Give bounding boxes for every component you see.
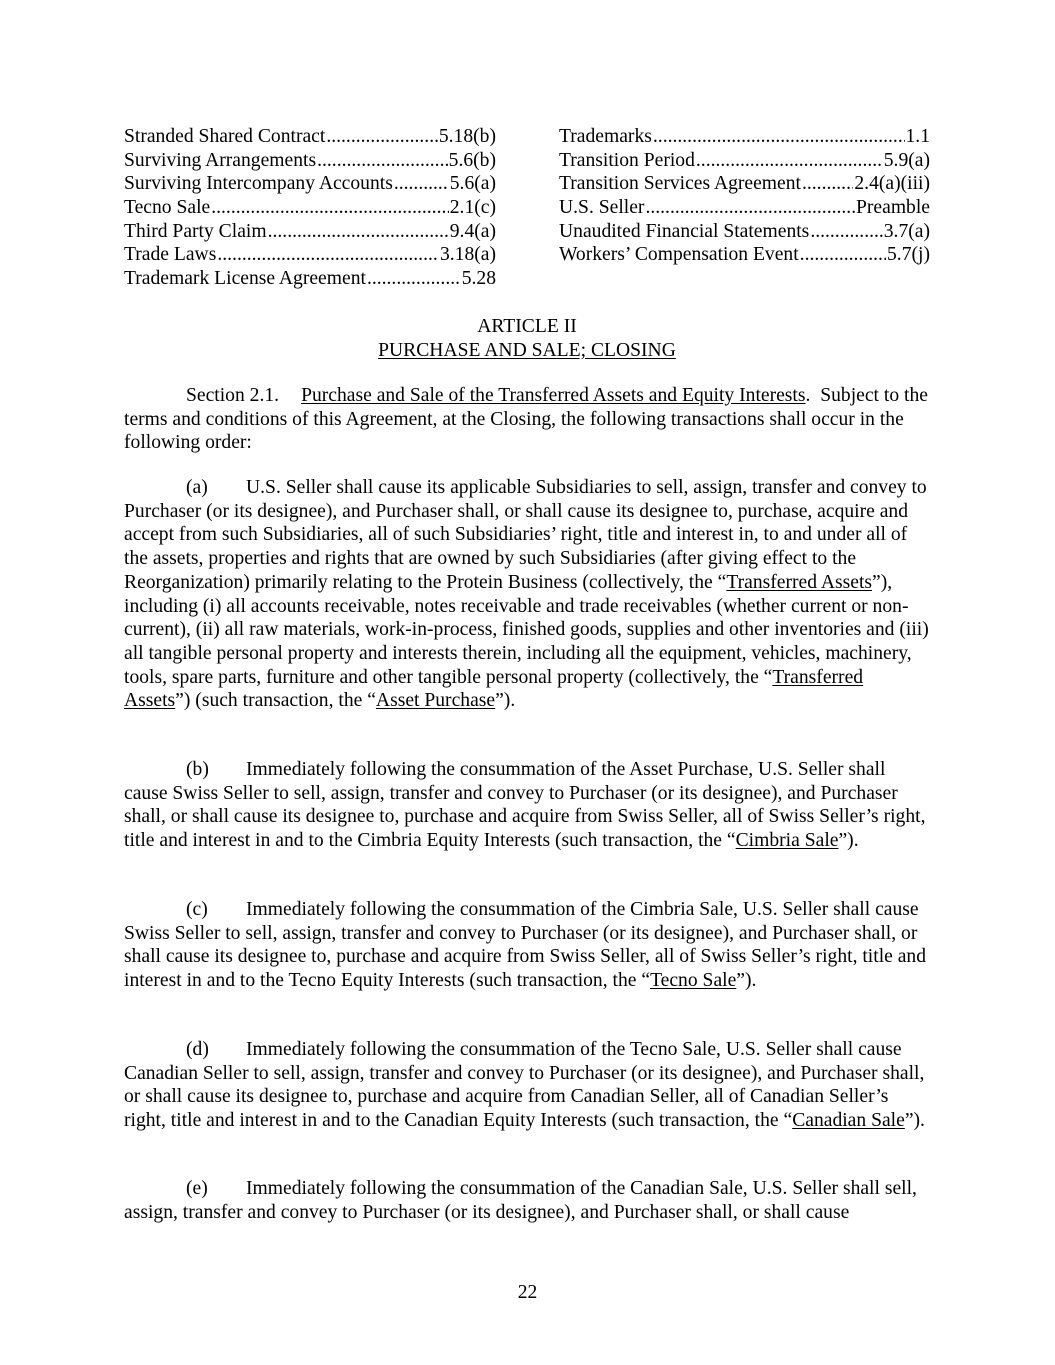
clause-a: (a) U.S. Seller shall cause its applicable Subsidiaries to sell, assign, transfer and convey to Purchaser (or its designee), and Purchaser shall, or shall cause its designee to, purchase, acquire and accept from such Subsidiaries, all of such Subsidiaries’ right, title and interest in, to and under all of the assets, properties and rights that are owned by such Subsidiaries (after giving effect to the Reorganization) primarily relating to the Protein Business (collectively, the “Transferred Assets”), including (i) all accounts receivable, notes receivable and trade receivables (whether current or non-current), (ii) all raw materials, work-in-process, finished goods, supplies and other inventories and (iii) all tangible personal property and interests therein, including all the equipment, vehicles, machinery, tools, spare parts, furniture and other tangible personal property (collectively, the “Transferred Assets”) (such transaction, the “Asset Purchase”). <box>124 477 929 712</box>
index-entry: Tecno Sale ..... 2.1(c) <box>124 196 496 220</box>
clause-c: (c) Immediately following the consummation of the Cimbria Sale, U.S. Seller shall cause Swiss Seller to sell, assign, transfer and convey to Purchaser (or its designee), and Purchaser shall, or shall cause its designee to, purchase and acquire from Swiss Seller, all of Swiss Seller’s right, title and interest in and to the Tecno Equity Interests (such transaction, the “Tecno Sale”). <box>124 899 927 992</box>
leader-dots <box>394 172 449 196</box>
leader-dots <box>645 196 855 220</box>
leader-dots <box>810 220 882 244</box>
leader-dots <box>802 172 853 196</box>
index-entry: Workers’ Compensation Event ..... 5.7(j) <box>559 243 930 267</box>
defined-term: Transferred Assets <box>726 571 873 593</box>
section-heading: Purchase and Sale of the Transferred Assets and Equity Interests <box>301 385 806 406</box>
section-number: Section 2.1. <box>186 385 280 406</box>
index-entry: Transition Period ..... 5.9(a) <box>559 149 930 173</box>
leader-dots <box>696 149 883 173</box>
section-2-1-paragraph: Section 2.1. Purchase and Sale of the Transferred Assets and Equity Interests. Subject to the terms and conditions of this Agreement, at the Closing, the following transactions shall occur in the following order: <box>124 385 928 454</box>
index-entry: Trademarks ..... 1.1 <box>559 125 930 149</box>
leader-dots <box>326 125 438 149</box>
leader-dots <box>367 267 461 291</box>
clause-label: (e) <box>186 1178 208 1199</box>
leader-dots <box>800 243 886 267</box>
defined-term: Canadian Sale <box>792 1110 905 1132</box>
clause-d: (d) Immediately following the consummation of the Tecno Sale, U.S. Seller shall cause Canadian Seller to sell, assign, transfer and convey to Purchaser (or its designee), and Purchaser shall, or shall cause its designee to, purchase and acquire from Canadian Seller, all of Canadian Seller’s right, title and interest in and to the Canadian Equity Interests (such transaction, the “Canadian Sale”). <box>124 1039 925 1132</box>
defined-term: Cimbria Sale <box>735 830 839 852</box>
index-entry: Surviving Intercompany Accounts ..... 5.6(a) <box>124 172 496 196</box>
defined-terms-index-left <box>124 125 496 291</box>
leader-dots <box>211 196 449 220</box>
clause-e: (e) Immediately following the consummation of the Canadian Sale, U.S. Seller shall sell, assign, transfer and convey to Purchaser (or its designee), and Purchaser shall, or shall cause <box>124 1178 917 1223</box>
defined-term: Tecno Sale <box>650 970 737 992</box>
index-entry: Unaudited Financial Statements ..... 3.7(a) <box>559 220 930 244</box>
article-title: PURCHASE AND SALE; CLOSING <box>378 340 676 361</box>
clause-label: (b) <box>186 759 209 780</box>
leader-dots <box>653 125 905 149</box>
leader-dots <box>268 220 449 244</box>
page-number: 22 <box>517 1282 538 1303</box>
article-number: ARTICLE II <box>477 316 577 337</box>
index-entry: U.S. Seller ..... Preamble <box>559 196 930 220</box>
index-entry: Surviving Arrangements ..... 5.6(b) <box>124 149 496 173</box>
defined-term: Asset Purchase <box>375 690 496 712</box>
index-entry: Trade Laws ..... 3.18(a) <box>124 243 496 267</box>
index-entry: Trademark License Agreement ..... 5.28 <box>124 267 496 291</box>
clause-b: (b) Immediately following the consummation of the Asset Purchase, U.S. Seller shall cause Swiss Seller to sell, assign, transfer and convey to Purchaser (or its designee), and Purchaser shall, or shall cause its designee to, purchase and acquire from Swiss Seller, all of Swiss Seller’s right, title and interest in and to the Cimbria Equity Interests (such transaction, the “Cimbria Sale”). <box>124 759 926 852</box>
defined-term: Transferred Assets <box>124 666 864 712</box>
index-entry: Stranded Shared Contract ..... 5.18(b) <box>124 125 496 149</box>
defined-terms-index-right <box>559 125 930 267</box>
clause-label: (d) <box>186 1039 209 1060</box>
leader-dots <box>217 243 439 267</box>
clause-label: (c) <box>186 899 208 920</box>
clause-label: (a) <box>186 477 208 498</box>
section-intro: Subject to the terms and conditions of this Agreement, at the Closing, the following transactions shall occur in the following order: <box>124 385 928 454</box>
index-entry: Third Party Claim ..... 9.4(a) <box>124 220 496 244</box>
leader-dots <box>317 149 448 173</box>
index-entry: Transition Services Agreement ..... 2.4(a)(iii) <box>559 172 930 196</box>
